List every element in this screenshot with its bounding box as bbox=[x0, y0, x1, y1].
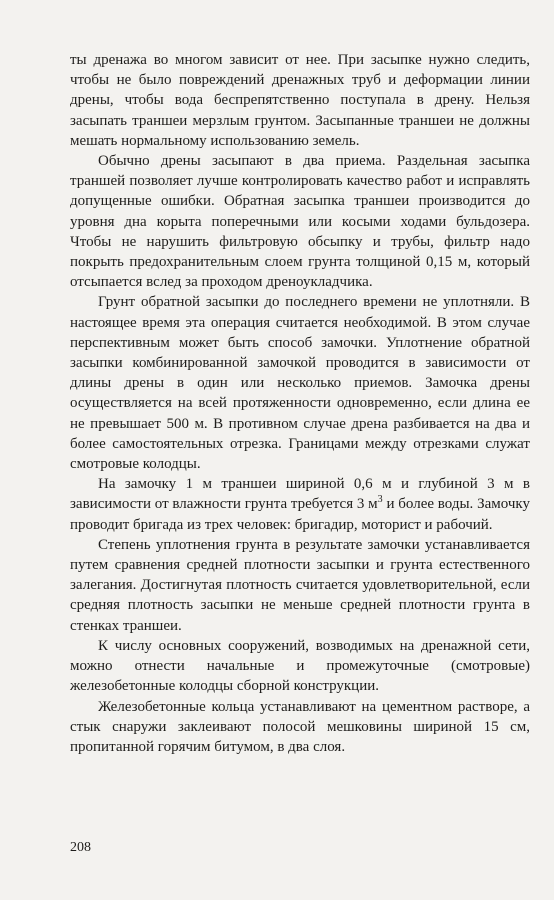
paragraph-2: Обычно дрены засыпают в два приема. Раздельная засыпка траншей позволяет лучше контролировать качество работ и исправлять допущенные ошибки. Обратная засыпка траншеи производится до уровня дна корыта поперечными или косыми ходами бульдозера. Чтобы не нарушить фильтровую обсыпку и трубы, фильтр надо покрыть предохранительным слоем грунта толщиной 0,15 м, который отсыпается вслед за проходом дреноукладчика. bbox=[70, 153, 530, 291]
cubic-superscript: 3 bbox=[377, 494, 383, 506]
page-number: 208 bbox=[70, 840, 91, 855]
paragraph-5: Степень уплотнения грунта в результате замочки устанавливается путем сравнения средней плотности засыпки и грунта естественного залегания. Достигнутая плотность считается удовлетворительной, если средняя плотность засыпки не меньше средней плотности грунта в стенках траншеи. bbox=[70, 536, 530, 634]
paragraph-7: Железобетонные кольца устанавливают на цементном растворе, а стык снаружи заклеивают полосой мешковины шириной 15 см, пропитанной горячим битумом, в два слоя. bbox=[70, 698, 530, 755]
paragraph-3: Грунт обратной засыпки до последнего времени не уплотняли. В настоящее время эта операция считается необходимой. В этом случае перспективным может быть способ замочки. Уплотнение обратной засыпки комбинированной замочкой проводится в зависимости от длины дрены в один или несколько приемов. Замочка дрены осуществляется на всей протяженности одновременно, если длина ее не превышает 500 м. В противном случае дрена разбивается на два и более самостоятельных отрезка. Границами между отрезками служат смотровые колодцы. bbox=[70, 294, 530, 473]
paragraph-4 bbox=[70, 474, 530, 535]
paragraph-4-text: На замочку 1 м траншеи шириной 0,6 м и глубиной 3 м в зависимости от влажности грунта требуется 3 м bbox=[70, 476, 530, 513]
paragraph-4-tail: и более воды. Замочку проводит бригада из трех человек: бригадир, моторист и рабочий. bbox=[70, 496, 530, 533]
body-text bbox=[70, 50, 530, 757]
paragraph-6: К числу основных сооружений, возводимых на дренажной сети, можно отнести начальные и промежуточные (смотровые) железобетонные колодцы сборной конструкции. bbox=[70, 637, 530, 695]
paragraph-1: ты дренажа во многом зависит от нее. При засыпке нужно следить, чтобы не было повреждений дренажных труб и деформации линии дрены, чтобы вода беспрепятственно поступала в дрену. Нельзя засыпать траншеи мерзлым грунтом. Засыпанные траншеи не должны мешать нормальному использованию земель. bbox=[70, 52, 530, 149]
